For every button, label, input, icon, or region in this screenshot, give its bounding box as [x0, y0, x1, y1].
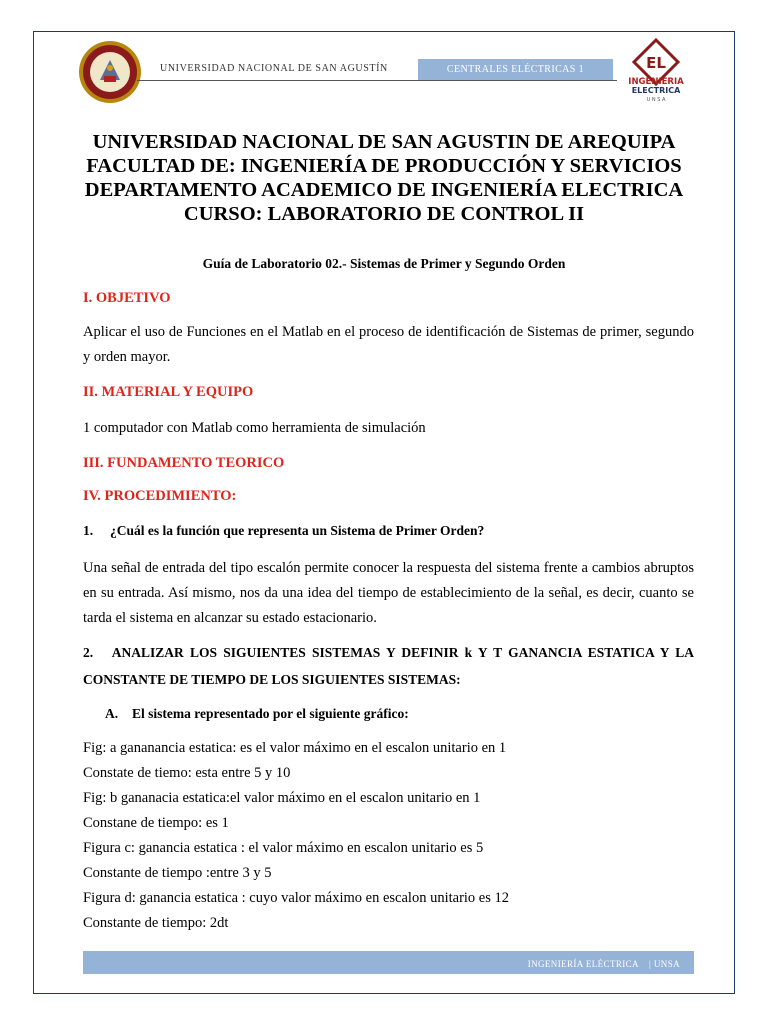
question-1-text: ¿Cuál es la función que representa un Sistema de Primer Orden? [110, 523, 485, 538]
sub-item-a-label: A. [105, 706, 119, 721]
header-divider [137, 80, 617, 81]
header-university: UNIVERSIDAD NACIONAL DE SAN AGUSTÍN [160, 63, 388, 74]
result-line: Fig: b gananacia estatica:el valor máximo en el escalon unitario en 1 [83, 790, 481, 806]
result-line: Fig: a gananancia estatica: es el valor máximo en el escalon unitario en 1 [83, 740, 507, 756]
sub-item-a [105, 706, 409, 722]
logo-text-1: INGENIERIA [628, 77, 684, 87]
guide-title: Guía de Laboratorio 02.- Sistemas de Primer y Segundo Orden [202, 256, 566, 271]
heading-procedimiento: IV. PROCEDIMIENTO: [83, 488, 237, 504]
svg-text:EL: EL [646, 54, 666, 72]
university-seal-logo [78, 40, 142, 104]
title-line-4: CURSO: LABORATORIO DE CONTROL II [183, 203, 585, 225]
question-2 [83, 639, 694, 693]
logo-text-2: ELECTRICA [631, 86, 681, 95]
question-1 [83, 523, 484, 539]
heading-material: II. MATERIAL Y EQUIPO [83, 384, 254, 400]
material-text: 1 computador con Matlab como herramienta de simulación [83, 420, 426, 436]
sub-item-a-text: El sistema representado por el siguiente gráfico: [132, 706, 409, 721]
question-1-number: 1. [83, 523, 94, 538]
document-title [60, 130, 708, 226]
header-course-tab: CENTRALES ELÉCTRICAS 1 [418, 59, 613, 80]
footer-text: INGENIERÍA ELÉCTRICA | UNSA [527, 959, 680, 969]
heading-objetivo: I. OBJETIVO [83, 290, 171, 306]
engineering-logo [620, 38, 692, 104]
heading-fundamento: III. FUNDAMENTO TEORICO [83, 455, 285, 471]
question-1-answer: Una señal de entrada del tipo escalón permite conocer la respuesta del sistema frente a cambios abruptos en su entrada. Así mismo, nos da una idea del tiempo de establecimiento de la señal, es decir, cuanto se tarda el sistema en alcanzar su estado estacionario. [83, 560, 694, 626]
title-line-1: UNIVERSIDAD NACIONAL DE SAN AGUSTIN DE AREQUIPA [92, 131, 676, 153]
result-line: Constante de tiempo :entre 3 y 5 [83, 865, 272, 881]
question-2-text: ANALIZAR LOS SIGUIENTES SISTEMAS Y DEFINIR k Y T GANANCIA ESTATICA Y LA CONSTANTE DE TIEMPO DE LOS SIGUIENTES SISTEMAS: [83, 645, 694, 687]
question-2-number: 2. [83, 645, 94, 660]
result-line: Figura c: ganancia estatica : el valor máximo en escalon unitario es 5 [83, 840, 484, 856]
logo-text-3: U N S A [646, 97, 666, 103]
footer-bar [83, 951, 694, 974]
result-line: Constane de tiempo: es 1 [83, 815, 229, 831]
result-line: Constate de tiemo: esta entre 5 y 10 [83, 765, 291, 781]
result-line: Constante de tiempo: 2dt [83, 915, 229, 931]
result-line: Figura d: ganancia estatica : cuyo valor máximo en escalon unitario es 12 [83, 890, 510, 906]
objetivo-text: Aplicar el uso de Funciones en el Matlab en el proceso de identificación de Sistemas de primer, segundo y orden mayor. [83, 324, 694, 365]
title-line-2: FACULTAD DE: INGENIERÍA DE PRODUCCIÓN Y SERVICIOS [86, 155, 682, 177]
title-line-3: DEPARTAMENTO ACADEMICO DE INGENIERÍA ELECTRICA [84, 179, 684, 201]
